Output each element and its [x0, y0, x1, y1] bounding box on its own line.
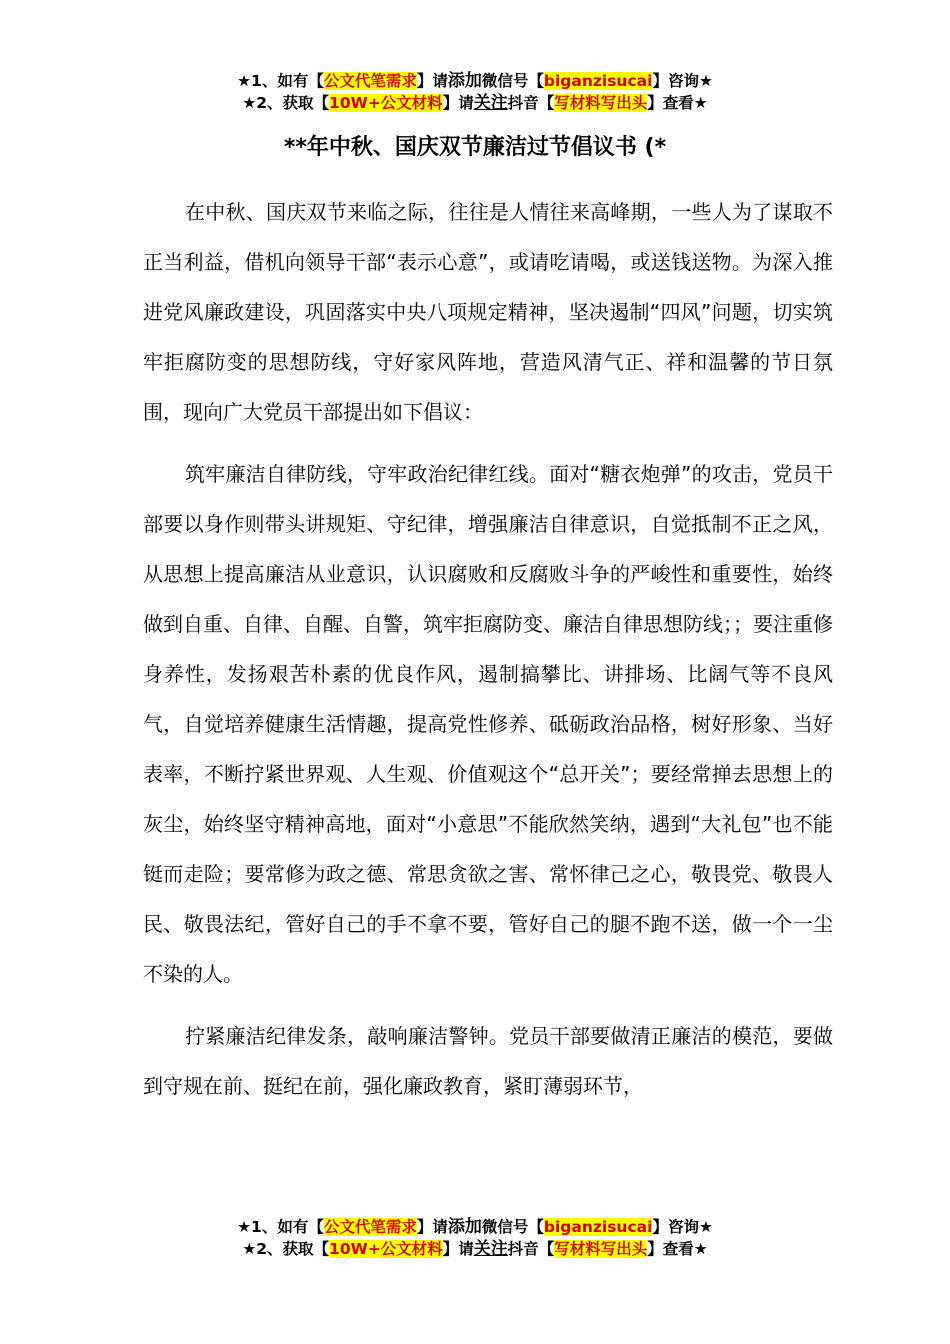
document-title: **年中秋、国庆双节廉洁过节倡议书 (* — [283, 135, 667, 160]
promo-line-2 — [0, 92, 950, 114]
promo-text: 微信号【 — [481, 1218, 544, 1236]
promo-highlight: biganzisucai — [543, 1218, 653, 1236]
promo-line-1 — [0, 1216, 950, 1238]
promo-text: ★2、获取【 — [242, 1240, 330, 1258]
promo-emphasis: 添加 — [447, 71, 482, 91]
promo-highlight: 10W+公文材料 — [329, 1240, 443, 1258]
promo-emphasis: 关注 — [473, 1239, 508, 1259]
document-body — [143, 187, 833, 1123]
paragraph: 拧紧廉洁纪律发条，敲响廉洁警钟。党员干部要做清正廉洁的模范，要做到守规在前、挺纪在前，强化廉政教育，紧盯薄弱环节， — [143, 1024, 833, 1098]
promo-highlight: 写材料写出头 — [554, 1240, 648, 1258]
promo-text: 】查看★ — [647, 94, 708, 112]
promo-text: 】请 — [416, 72, 448, 90]
promo-highlight: 公文代笔需求 — [323, 1218, 417, 1236]
promo-text: 微信号【 — [481, 72, 544, 90]
promo-text: 】查看★ — [647, 1240, 708, 1258]
promo-text: 】请 — [416, 1218, 448, 1236]
promo-banner-bottom — [0, 1216, 950, 1260]
promo-highlight: 写材料写出头 — [554, 94, 648, 112]
promo-text: 抖音【 — [507, 1240, 555, 1258]
promo-text: 】请 — [442, 94, 474, 112]
promo-highlight: biganzisucai — [543, 72, 653, 90]
promo-banner-top — [0, 70, 950, 114]
promo-text: 】请 — [442, 1240, 474, 1258]
promo-text: ★1、如有【 — [237, 72, 324, 90]
promo-text: 抖音【 — [507, 94, 555, 112]
promo-emphasis: 添加 — [447, 1217, 482, 1237]
paragraph: 筑牢廉洁自律防线，守牢政治纪律红线。面对“糖衣炮弹”的攻击，党员干部要以身作则带头讲规矩、守纪律，增强廉洁自律意识，自觉抵制不正之风，从思想上提高廉洁从业意识，认识腐败和反腐败斗争的严峻性和重要性，始终做到自重、自律、自醒、自警，筑牢拒腐防变、廉洁自律思想防线；；要注重修身养性，发扬艰苦朴素的优良作风，遏制搞攀比、讲排场、比阔气等不良风气，自觉培养健康生活情趣，提高党性修养、砥砺政治品格，树好形象、当好表率，不断拧紧世界观、人生观、价值观这个“总开关”；要经常掸去思想上的灰尘，始终坚守精神高地，面对“小意思”不能欣然笑纳，遇到“大礼包”也不能铤而走险；要常修为政之德、常思贪欲之害、常怀律己之心，敬畏党、敬畏人民、敬畏法纪，管好自己的手不拿不要，管好自己的腿不跑不送，做一个一尘不染的人。 — [143, 462, 833, 986]
promo-highlight: 公文代笔需求 — [323, 72, 417, 90]
promo-line-2 — [0, 1238, 950, 1260]
promo-text: 】咨询★ — [652, 1218, 713, 1236]
promo-line-1 — [0, 70, 950, 92]
promo-highlight: 10W+公文材料 — [329, 94, 443, 112]
promo-emphasis: 关注 — [473, 93, 508, 113]
promo-text: ★2、获取【 — [242, 94, 330, 112]
promo-text: 】咨询★ — [652, 72, 713, 90]
promo-text: ★1、如有【 — [237, 1218, 324, 1236]
paragraph: 在中秋、国庆双节来临之际，往往是人情往来高峰期，一些人为了谋取不正当利益，借机向领导干部“表示心意”，或请吃请喝，或送钱送物。为深入推进党风廉政建设，巩固落实中央八项规定精神，坚决遏制“四风”问题，切实筑牢拒腐防变的思想防线，守好家风阵地，营造风清气正、祥和温馨的节日氛围，现向广大党员干部提出如下倡议： — [143, 200, 833, 424]
